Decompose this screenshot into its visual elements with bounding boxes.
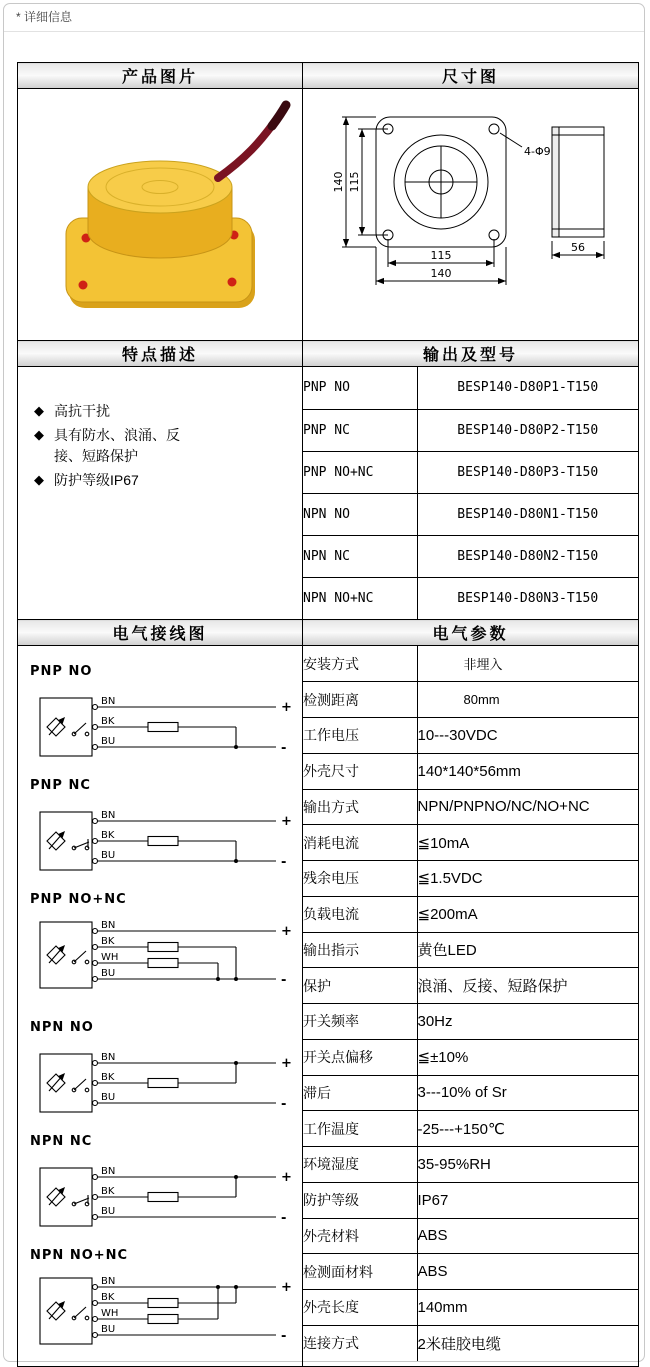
wiring-diagram-title: PNP NO+NC — [30, 892, 127, 907]
param-value: 10---30VDC — [417, 718, 638, 754]
svg-text:BK: BK — [101, 1186, 115, 1197]
params-table — [303, 646, 638, 1361]
param-row — [303, 1111, 638, 1147]
model-row — [303, 367, 638, 409]
param-label: 工作温度 — [303, 1111, 417, 1147]
param-label: 输出方式 — [303, 789, 417, 825]
param-value: 30Hz — [417, 1004, 638, 1040]
product-photo-cell — [18, 89, 303, 341]
wiring-diagram-pnp-nc — [30, 778, 302, 878]
wiring-diagram-npn-no — [30, 1020, 302, 1120]
model-row — [303, 451, 638, 493]
svg-text:BU: BU — [101, 968, 116, 979]
svg-text:+: + — [281, 1056, 292, 1071]
svg-text:BN: BN — [101, 1276, 116, 1287]
feature-text: 防护等级IP67 — [54, 472, 139, 489]
param-value: ≦10mA — [417, 825, 638, 861]
wiring-diagram-title: PNP NC — [30, 778, 91, 793]
param-label: 工作电压 — [303, 718, 417, 754]
svg-text:BU: BU — [101, 1092, 116, 1103]
param-label: 开关点偏移 — [303, 1039, 417, 1075]
param-value: ≦200mA — [417, 896, 638, 932]
svg-text:BN: BN — [101, 1166, 116, 1177]
product-photo — [20, 92, 300, 332]
model-number: BESP140-D80N2-T150 — [417, 535, 638, 577]
param-row — [303, 1182, 638, 1218]
model-row — [303, 577, 638, 619]
svg-text:+: + — [281, 814, 292, 829]
svg-text:BK: BK — [101, 830, 115, 841]
model-number: BESP140-D80P1-T150 — [417, 367, 638, 409]
section-header-parameters: 电气参数 — [303, 620, 639, 646]
wiring-diagram-title: NPN NC — [30, 1134, 93, 1149]
param-label: 残余电压 — [303, 861, 417, 897]
param-row — [303, 968, 638, 1004]
wiring-diagram-title: PNP NO — [30, 664, 93, 679]
svg-text:+: + — [281, 1170, 292, 1185]
feature-text: 具有防水、浪涌、反接、短路保护 — [54, 426, 180, 465]
output-type: PNP NO+NC — [303, 451, 417, 493]
param-label: 开关频率 — [303, 1004, 417, 1040]
param-value: ≦±10% — [417, 1039, 638, 1075]
svg-text:BK: BK — [101, 936, 115, 947]
svg-text:BK: BK — [101, 1072, 115, 1083]
param-value: 黄色LED — [417, 932, 638, 968]
model-number: BESP140-D80P3-T150 — [417, 451, 638, 493]
svg-text:BK: BK — [101, 1292, 115, 1303]
param-value: -25---+150℃ — [417, 1111, 638, 1147]
model-number: BESP140-D80N1-T150 — [417, 493, 638, 535]
param-row — [303, 753, 638, 789]
feature-item — [34, 470, 294, 492]
section-header-dimensions: 尺寸图 — [303, 63, 639, 89]
param-label: 连接方式 — [303, 1325, 417, 1361]
svg-text:BU: BU — [101, 736, 116, 747]
output-type: NPN NC — [303, 535, 417, 577]
features-list — [18, 367, 302, 492]
param-label: 输出指示 — [303, 932, 417, 968]
wiring-cell — [18, 646, 303, 1367]
wiring-diagram-pnp-no-nc — [30, 892, 302, 996]
model-number: BESP140-D80N3-T150 — [457, 590, 599, 606]
param-row — [303, 1218, 638, 1254]
param-row — [303, 932, 638, 968]
svg-text:-: - — [281, 855, 287, 870]
svg-text:BU: BU — [101, 850, 116, 861]
param-label: 外壳长度 — [303, 1290, 417, 1326]
svg-text:BU: BU — [101, 1324, 116, 1335]
param-value: NPN/PNPNO/NC/NO+NC — [417, 789, 638, 825]
output-type: PNP NC — [303, 409, 417, 451]
wiring-diagram-npn-no-nc — [30, 1248, 302, 1352]
dim-front-height: 140 — [331, 171, 345, 193]
section-header-product-image: 产品图片 — [18, 63, 303, 89]
svg-text:-: - — [281, 973, 287, 988]
params-cell — [303, 646, 639, 1367]
param-label: 外壳尺寸 — [303, 753, 417, 789]
dim-depth: 56 — [570, 241, 585, 254]
param-value: 80mm — [417, 682, 638, 718]
param-value: 非埋入 — [417, 646, 638, 682]
param-row — [303, 896, 638, 932]
dim-face-width: 115 — [430, 249, 451, 262]
param-label: 检测面材料 — [303, 1254, 417, 1290]
param-value: 140mm — [417, 1290, 638, 1326]
param-row — [303, 1290, 638, 1326]
svg-text:+: + — [281, 924, 292, 939]
param-label: 安装方式 — [303, 646, 417, 682]
models-table — [303, 367, 638, 619]
svg-text:-: - — [281, 1329, 287, 1344]
param-label: 环境湿度 — [303, 1147, 417, 1183]
param-label: 检测距离 — [303, 682, 417, 718]
detail-table — [17, 62, 639, 1367]
param-label: 消耗电流 — [303, 825, 417, 861]
param-value: 2米硅胶电缆 — [417, 1335, 501, 1353]
model-row — [303, 535, 638, 577]
section-header-wiring: 电气接线图 — [18, 620, 303, 646]
output-type: NPN NO+NC — [303, 577, 417, 619]
svg-text:-: - — [281, 741, 287, 756]
svg-text:BU: BU — [101, 1206, 116, 1217]
diamond-bullet-icon: ◆ — [34, 472, 44, 488]
svg-text:BN: BN — [101, 1052, 116, 1063]
wiring-diagrams — [18, 646, 302, 1352]
param-value: ≦1.5VDC — [417, 861, 638, 897]
feature-text: 高抗干扰 — [54, 403, 110, 419]
model-row — [303, 409, 638, 451]
output-type: NPN NO — [303, 493, 417, 535]
param-row — [303, 718, 638, 754]
svg-text:BN: BN — [101, 920, 116, 931]
features-cell — [18, 367, 303, 620]
wiring-diagram-title: NPN NO+NC — [30, 1248, 129, 1263]
param-label: 滞后 — [303, 1075, 417, 1111]
param-value: 浪涌、反接、短路保护 — [417, 968, 638, 1004]
param-row — [303, 1147, 638, 1183]
model-row — [303, 493, 638, 535]
param-row — [303, 1075, 638, 1111]
diamond-bullet-icon: ◆ — [34, 426, 44, 442]
section-header-outputs: 输出及型号 — [303, 341, 639, 367]
diamond-bullet-icon: ◆ — [34, 403, 44, 418]
svg-text:BN: BN — [101, 696, 116, 707]
param-row — [303, 861, 638, 897]
param-value: 140*140*56mm — [417, 753, 638, 789]
svg-text:-: - — [281, 1211, 287, 1226]
param-row — [303, 682, 638, 718]
svg-text:WH: WH — [101, 952, 119, 963]
param-row — [303, 646, 638, 682]
param-row — [303, 1039, 638, 1075]
feature-item — [34, 401, 294, 423]
svg-text:-: - — [281, 1097, 287, 1112]
feature-item — [34, 425, 294, 468]
param-row — [303, 1004, 638, 1040]
output-type: PNP NO — [303, 367, 417, 409]
dimension-diagram — [306, 91, 636, 333]
page-note: * 详细信息 — [4, 4, 644, 32]
models-cell — [303, 367, 639, 620]
wiring-diagram-pnp-no — [30, 664, 302, 764]
param-row — [303, 789, 638, 825]
dimension-diagram-cell — [303, 89, 639, 341]
wiring-diagram-npn-nc — [30, 1134, 302, 1234]
svg-text:+: + — [281, 1280, 292, 1295]
dim-front-width: 140 — [430, 267, 451, 280]
model-number: BESP140-D80P2-T150 — [417, 409, 638, 451]
svg-text:BN: BN — [101, 810, 116, 821]
wiring-diagram-title: NPN NO — [30, 1020, 94, 1035]
param-value: IP67 — [417, 1182, 638, 1218]
param-label: 负载电流 — [303, 896, 417, 932]
dim-face-height: 115 — [347, 171, 361, 193]
param-label: 防护等级 — [303, 1182, 417, 1218]
param-row — [303, 1325, 638, 1361]
param-value: 3---10% of Sr — [417, 1075, 638, 1111]
param-label: 保护 — [303, 968, 417, 1004]
param-label: 外壳材料 — [303, 1218, 417, 1254]
svg-text:WH: WH — [101, 1308, 119, 1319]
param-row — [303, 1254, 638, 1290]
page-frame — [3, 3, 645, 1362]
param-row — [303, 825, 638, 861]
svg-text:BK: BK — [101, 716, 115, 727]
param-value: 35-95%RH — [417, 1147, 638, 1183]
param-value: ABS — [417, 1218, 638, 1254]
param-value: ABS — [417, 1254, 638, 1290]
svg-text:+: + — [281, 700, 292, 715]
section-header-features: 特点描述 — [18, 341, 303, 367]
dim-holes: 4-Φ9 — [523, 145, 551, 158]
